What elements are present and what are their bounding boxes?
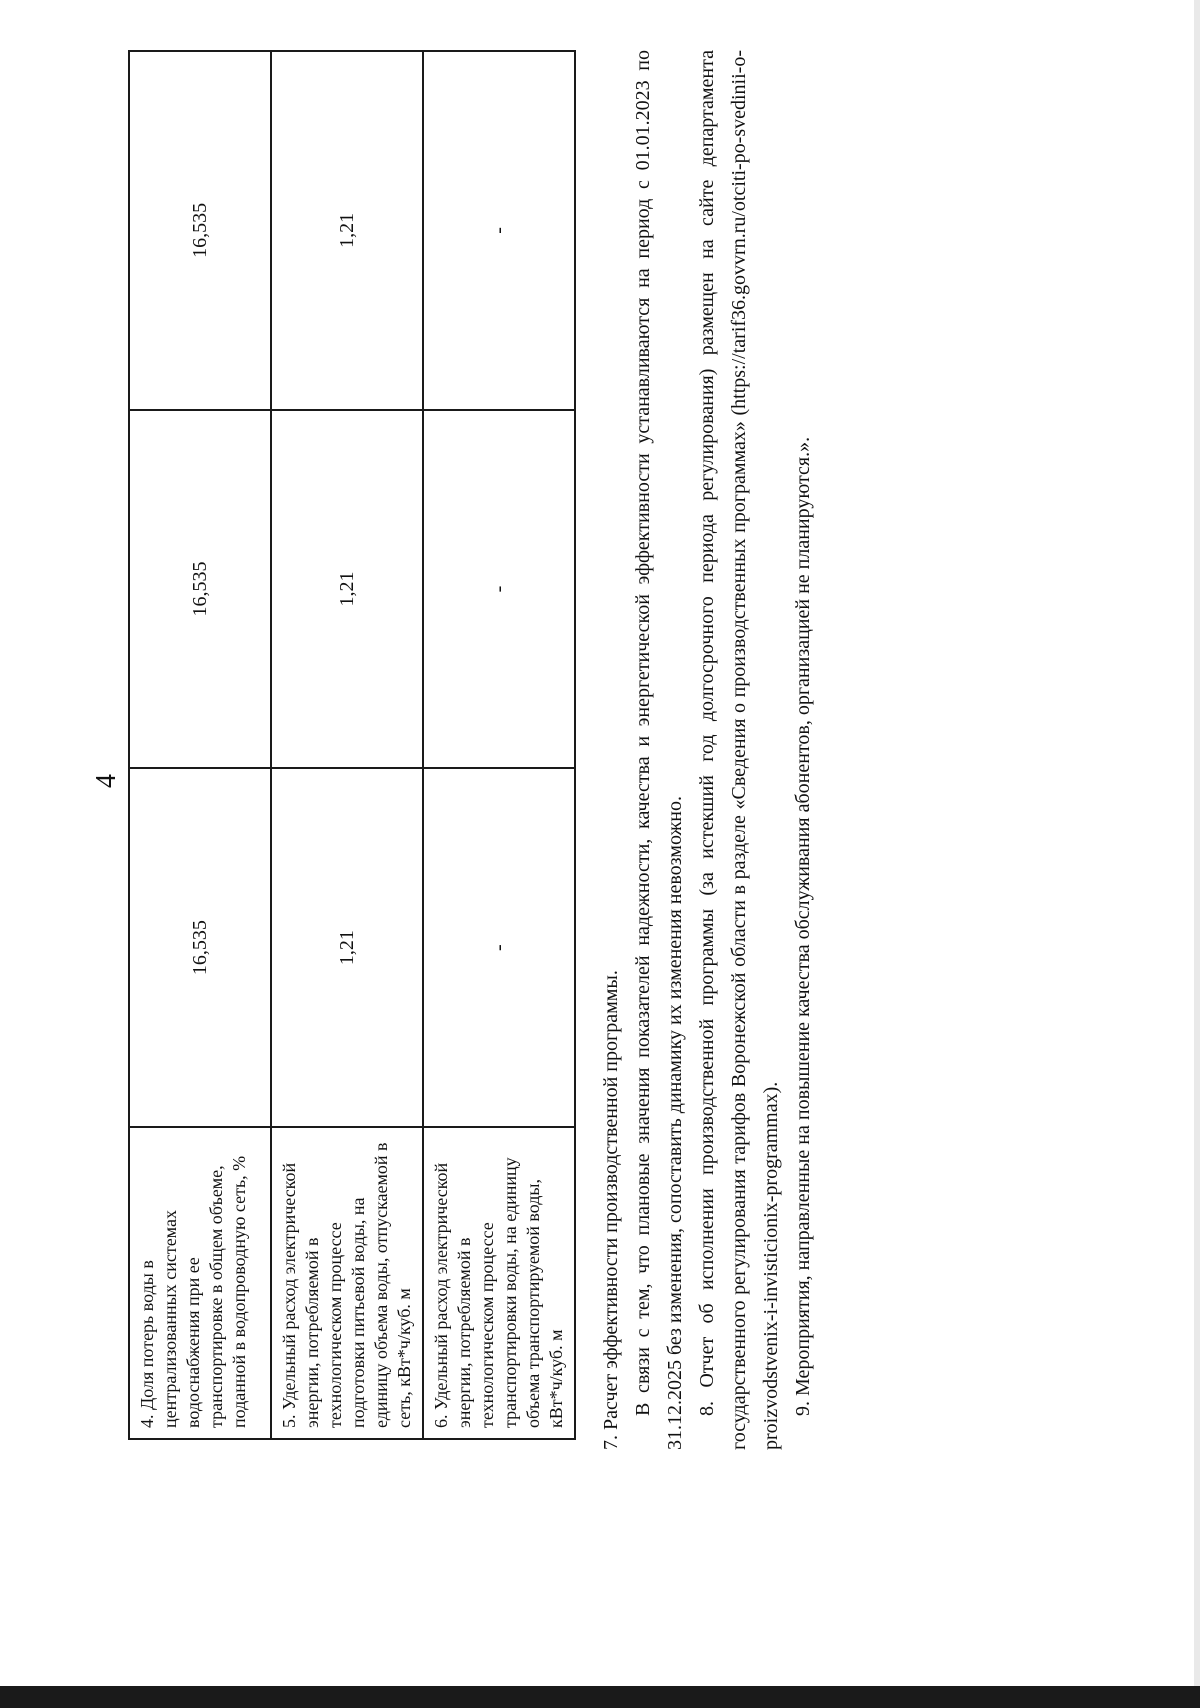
section-8: 8. Отчет об исполнении производственной программы (за истекший год долгосрочного периода регулирования) размещен на сайте департамента государственного регулирования тарифов Воронежской области в разделе «Сведения о производственных программах» (https://tarif36.govvrn.ru/otciti-po-svedinii-o-proizvodstvenix-i-invisticionix-programmax).	[696, 50, 782, 1450]
indicator-value: 16,535	[129, 768, 271, 1127]
indicator-value: 16,535	[129, 51, 271, 410]
scan-border	[0, 1686, 1200, 1708]
indicator-name: 5. Удельный расход электрической энергии, потребляемой в технологическом процессе подготовки питьевой воды, на единицу объема воды, отпускаемой в сеть, кВт*ч/куб. м	[271, 1127, 423, 1439]
indicator-value: 1,21	[271, 410, 423, 769]
document-page	[83, 30, 1200, 1560]
indicator-name: 4. Доля потерь воды в централизованных системах водоснабжения при ее транспортировке в общем объеме, поданной в водопроводную сеть, %	[129, 1127, 271, 1439]
section-7-title: 7. Расчет эффективности производственной программы.	[600, 970, 622, 1450]
document-body	[595, 50, 819, 1450]
indicator-value: 1,21	[271, 51, 423, 410]
indicator-name: 6. Удельный расход электрической энергии, потребляемой в технологическом процессе транспортировки воды, на единицу объема транспортируемой воды, кВт*ч/куб. м	[423, 1127, 575, 1439]
indicator-value: 16,535	[129, 410, 271, 769]
section-9: 9. Мероприятия, направленные на повышение качества обслуживания абонентов, организацией не планируются.».	[792, 436, 814, 1416]
section-7-body: В связи с тем, что плановые значения показателей надежности, качества и энергетической эффективности устанавливаются на период с 01.01.2023 по 31.12.2025 без изменения, сопоставить динамику их изменения невозможно.	[632, 50, 686, 1450]
indicator-value: -	[423, 51, 575, 410]
table-row	[423, 51, 575, 1439]
table-row	[271, 51, 423, 1439]
indicator-value: -	[423, 410, 575, 769]
indicators-table	[128, 50, 576, 1440]
page-number: 4	[91, 774, 122, 788]
indicator-value: 1,21	[271, 768, 423, 1127]
table-row	[129, 51, 271, 1439]
indicator-value: -	[423, 768, 575, 1127]
